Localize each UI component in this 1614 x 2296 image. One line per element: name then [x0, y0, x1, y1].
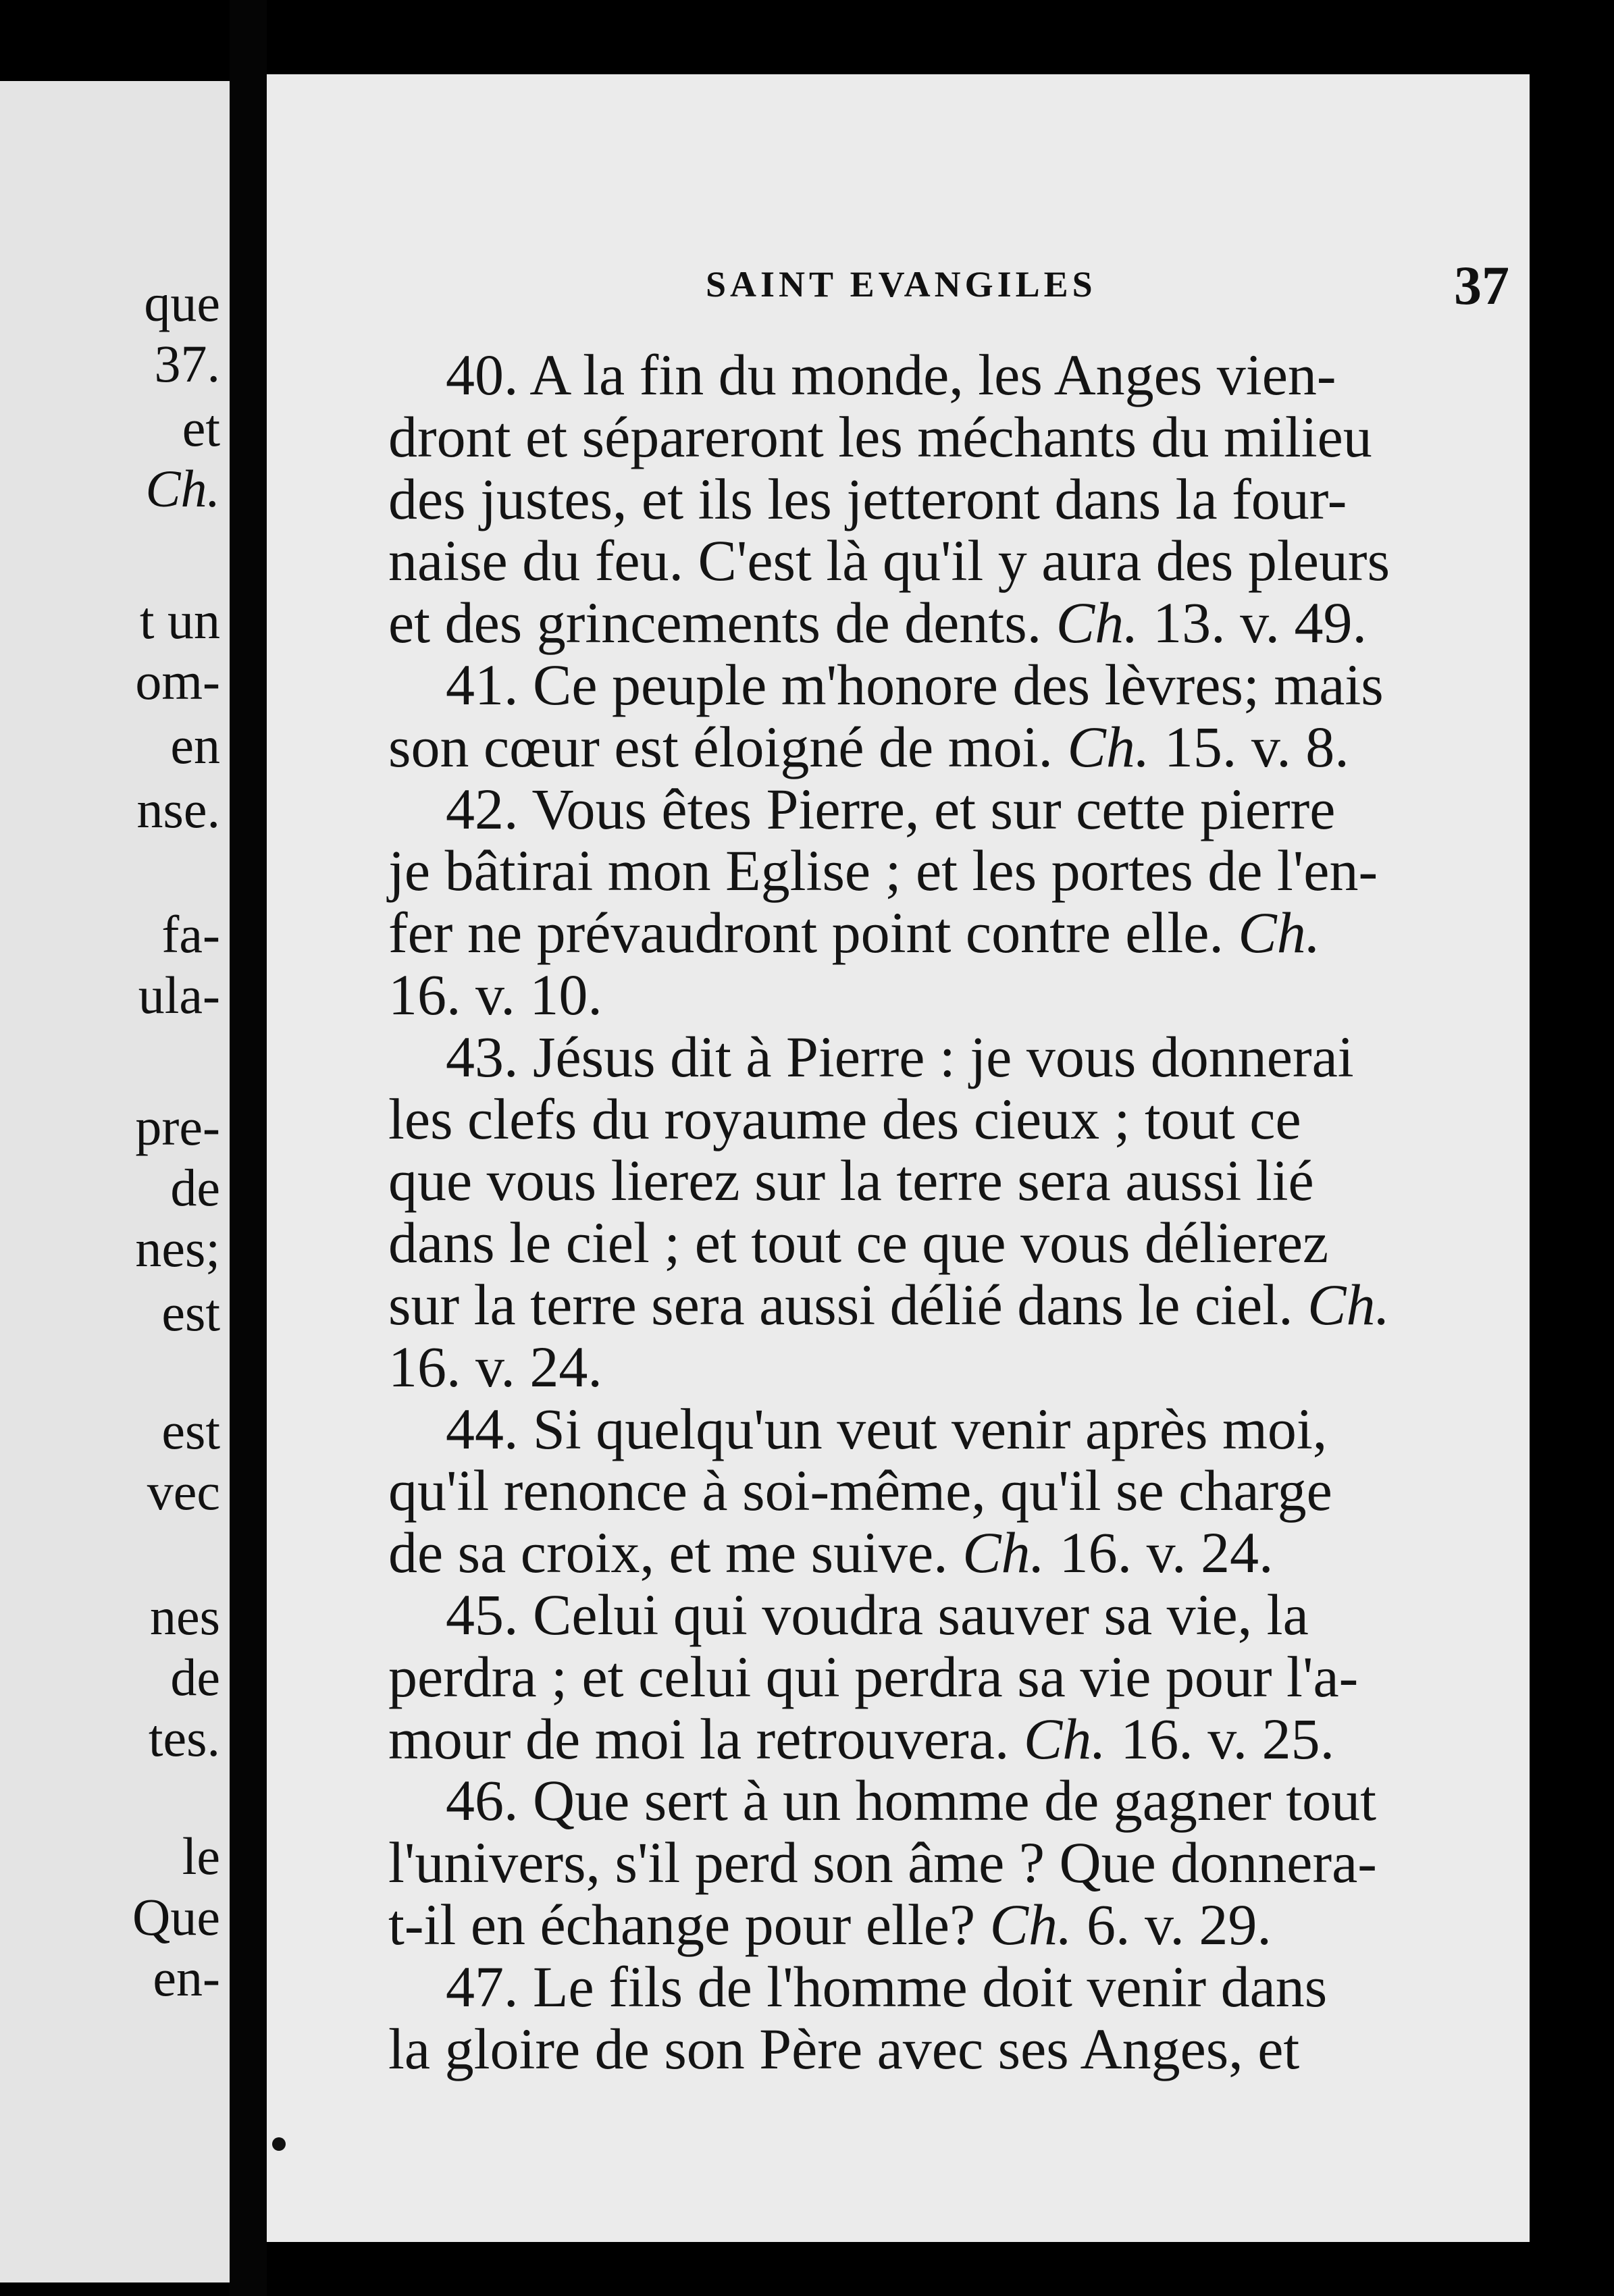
left-fragment: pre- [135, 1097, 220, 1156]
left-fragment: fa- [161, 905, 220, 964]
text-line: l'univers, s'il perd son âme ? Que donnera- [388, 1830, 1377, 1896]
running-title: SAINT EVANGILES [706, 264, 1097, 305]
text-line: fer ne prévaudront point contre elle. Ch. [388, 900, 1321, 966]
left-fragment: ula- [138, 966, 220, 1024]
book-page [267, 74, 1530, 2242]
left-fragment: nse. [136, 780, 220, 839]
text-line: je bâtirai mon Eglise ; et les portes de l'en- [388, 838, 1378, 904]
left-fragment: Que [132, 1887, 220, 1946]
text-line: que vous lierez sur la terre sera aussi lié [388, 1148, 1314, 1214]
text-line: sur la terre sera aussi délié dans le ciel. Ch. [388, 1272, 1390, 1337]
left-fragment: 37. [154, 334, 220, 393]
left-fragment: que [144, 273, 220, 332]
text-line: des justes, et ils les jetteront dans la four- [388, 466, 1347, 531]
text-line: t-il en échange pour elle? Ch. 6. v. 29. [388, 1891, 1272, 1957]
left-fragment: le [182, 1827, 220, 1885]
left-fragment: nes; [135, 1219, 220, 1278]
text-line: 16. v. 24. [388, 1334, 602, 1399]
text-line: 41. Ce peuple m'honore des lèvres; mais [446, 652, 1384, 717]
left-fragment: en [170, 716, 220, 775]
previous-page-fragment [0, 81, 230, 2282]
page-number: 37 [1454, 255, 1509, 316]
text-line: son cœur est éloigné de moi. Ch. 15. v. 8. [388, 714, 1349, 779]
text-line: 45. Celui qui voudra sauver sa vie, la [446, 1582, 1309, 1647]
text-line: qu'il renonce à soi-même, qu'il se charge [388, 1458, 1332, 1523]
ink-spot [272, 2137, 286, 2151]
body-text [388, 344, 1503, 2080]
text-line: perdra ; et celui qui perdra sa vie pour l'a- [388, 1644, 1359, 1709]
text-line: 44. Si quelqu'un veut venir après moi, [446, 1396, 1328, 1461]
left-fragment: t un [139, 591, 220, 650]
text-line: dront et sépareront les méchants du milieu [388, 404, 1372, 469]
text-line: mour de moi la retrouvera. Ch. 16. v. 25. [388, 1706, 1335, 1771]
left-fragment: nes [150, 1587, 220, 1646]
text-line: la gloire de son Père avec ses Anges, et [388, 2016, 1300, 2081]
left-fragment: vec [147, 1462, 220, 1521]
text-line: et des grincements de dents. Ch. 13. v. 49. [388, 590, 1368, 656]
text-line: 42. Vous êtes Pierre, et sur cette pierre [446, 776, 1336, 841]
left-fragment: en- [153, 1948, 220, 2007]
text-line: les clefs du royaume des cieux ; tout ce [388, 1086, 1301, 1151]
left-fragment: de [170, 1158, 220, 1217]
text-line: 43. Jésus dit à Pierre : je vous donnerai [446, 1024, 1354, 1089]
text-line: naise du feu. C'est là qu'il y aura des pleurs [388, 528, 1390, 594]
left-fragment: est [161, 1283, 220, 1342]
left-fragment: om- [135, 652, 220, 710]
text-line: dans le ciel ; et tout ce que vous délierez [388, 1210, 1329, 1276]
left-fragment: et [182, 398, 220, 457]
running-header [267, 255, 1530, 316]
left-fragment: Ch. [145, 459, 220, 518]
text-line: 16. v. 10. [388, 962, 602, 1027]
left-fragment: tes. [148, 1708, 220, 1767]
text-line: 47. Le fils de l'homme doit venir dans [446, 1954, 1328, 2019]
text-line: de sa croix, et me suive. Ch. 16. v. 24. [388, 1520, 1274, 1586]
text-line: 46. Que sert à un homme de gagner tout [446, 1768, 1377, 1833]
text-line: 40. A la fin du monde, les Anges vien- [446, 342, 1336, 407]
left-fragment: de [170, 1648, 220, 1706]
left-fragment: est [161, 1401, 220, 1460]
binding-gutter [230, 0, 267, 2296]
